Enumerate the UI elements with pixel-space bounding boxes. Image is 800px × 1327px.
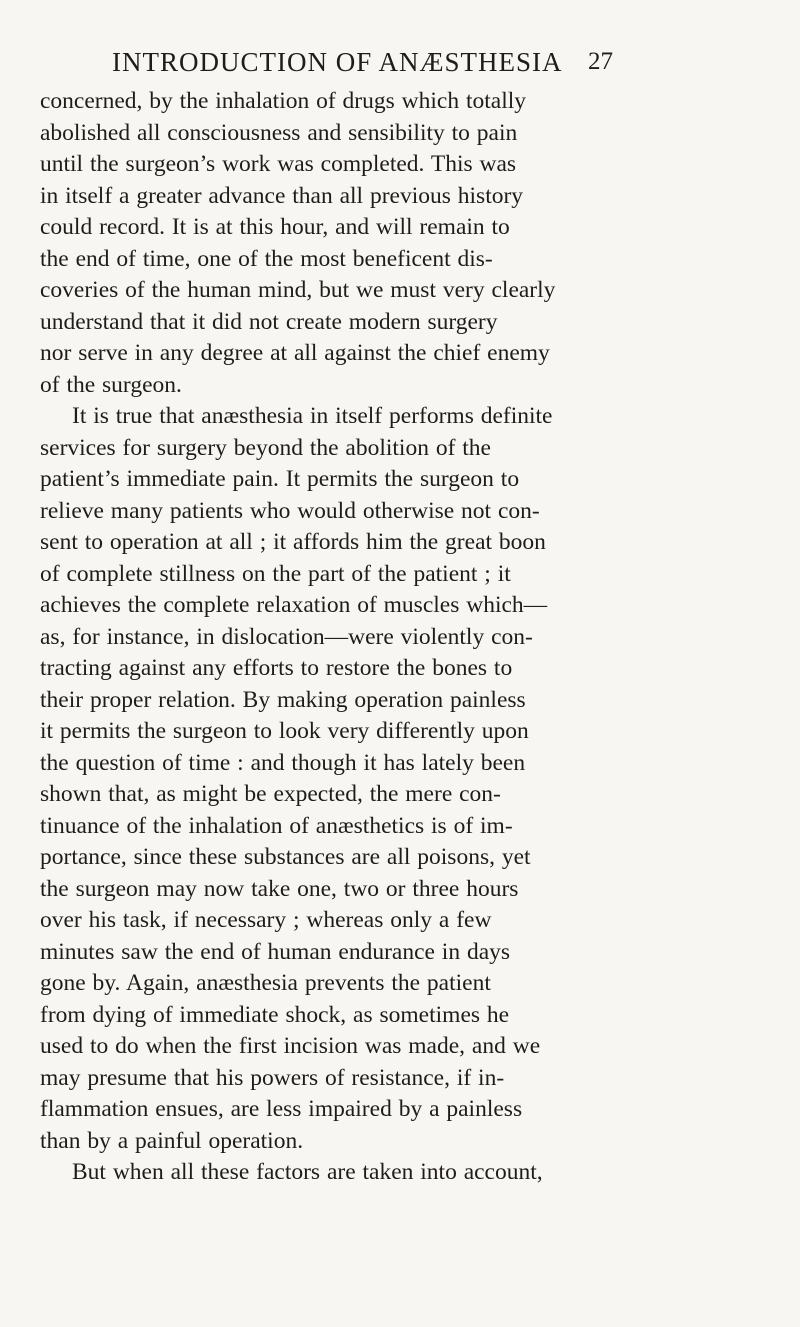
text-line: of complete stillness on the part of the patient ; it	[40, 560, 511, 587]
text-line: in itself a greater advance than all previous history	[40, 182, 524, 209]
text-line: may presume that his powers of resistance, if in-	[40, 1064, 505, 1091]
body-text	[40, 86, 760, 1189]
text-line: coveries of the human mind, but we must very clearly	[40, 277, 556, 303]
text-line: used to do when the first incision was made, and we	[40, 1033, 541, 1059]
text-line: achieves the complete relaxation of muscles which—	[40, 592, 548, 618]
text-line: abolished all consciousness and sensibility to pain	[40, 119, 518, 146]
text-line: tracting against any efforts to restore the bones to	[40, 655, 513, 681]
page-number: 27	[588, 48, 613, 75]
text-line: as, for instance, in dislocation—were violently con-	[40, 623, 533, 650]
text-line: could record. It is at this hour, and will remain to	[40, 214, 510, 240]
text-line: their proper relation. By making operation painless	[40, 686, 526, 713]
text-line: nor serve in any degree at all against the chief enemy	[40, 340, 550, 366]
text-line: until the surgeon’s work was completed. This was	[40, 151, 517, 177]
text-line: sent to operation at all ; it affords him the great boon	[40, 529, 546, 555]
text-line: it permits the surgeon to look very differently upon	[40, 718, 529, 744]
text-line: services for surgery beyond the abolition of the	[40, 434, 491, 461]
running-title: INTRODUCTION OF ANÆSTHESIA	[112, 47, 563, 77]
text-line: from dying of immediate shock, as sometimes he	[40, 1001, 510, 1028]
text-line: minutes saw the end of human endurance in days	[40, 938, 511, 965]
text-line: patient’s immediate pain. It permits the surgeon to	[40, 466, 520, 492]
text-line: over his task, if necessary ; whereas only a few	[40, 907, 492, 933]
text-line: understand that it did not create modern surgery	[40, 308, 498, 335]
text-line: than by a painful operation.	[40, 1127, 304, 1154]
text-line: shown that, as might be expected, the mere con-	[40, 781, 501, 807]
text-line: of the surgeon.	[40, 371, 182, 398]
text-line: the end of time, one of the most beneficent dis-	[40, 245, 493, 272]
text-line: It is true that anæsthesia in itself performs definite	[72, 403, 553, 429]
text-line: tinuance of the inhalation of anæsthetics is of im-	[40, 812, 513, 839]
text-line: But when all these factors are taken into account,	[72, 1159, 543, 1185]
text-line: portance, since these substances are all poisons, yet	[40, 844, 531, 870]
text-line: the surgeon may now take one, two or three hours	[40, 875, 519, 902]
text-line: flammation ensues, are less impaired by a painless	[40, 1096, 523, 1122]
text-line: relieve many patients who would otherwise not con-	[40, 497, 540, 524]
text-line: concerned, by the inhalation of drugs which totally	[40, 88, 527, 114]
running-head	[112, 42, 612, 82]
text-line: gone by. Again, anæsthesia prevents the patient	[40, 970, 491, 996]
text-line: the question of time : and though it has lately been	[40, 749, 526, 776]
